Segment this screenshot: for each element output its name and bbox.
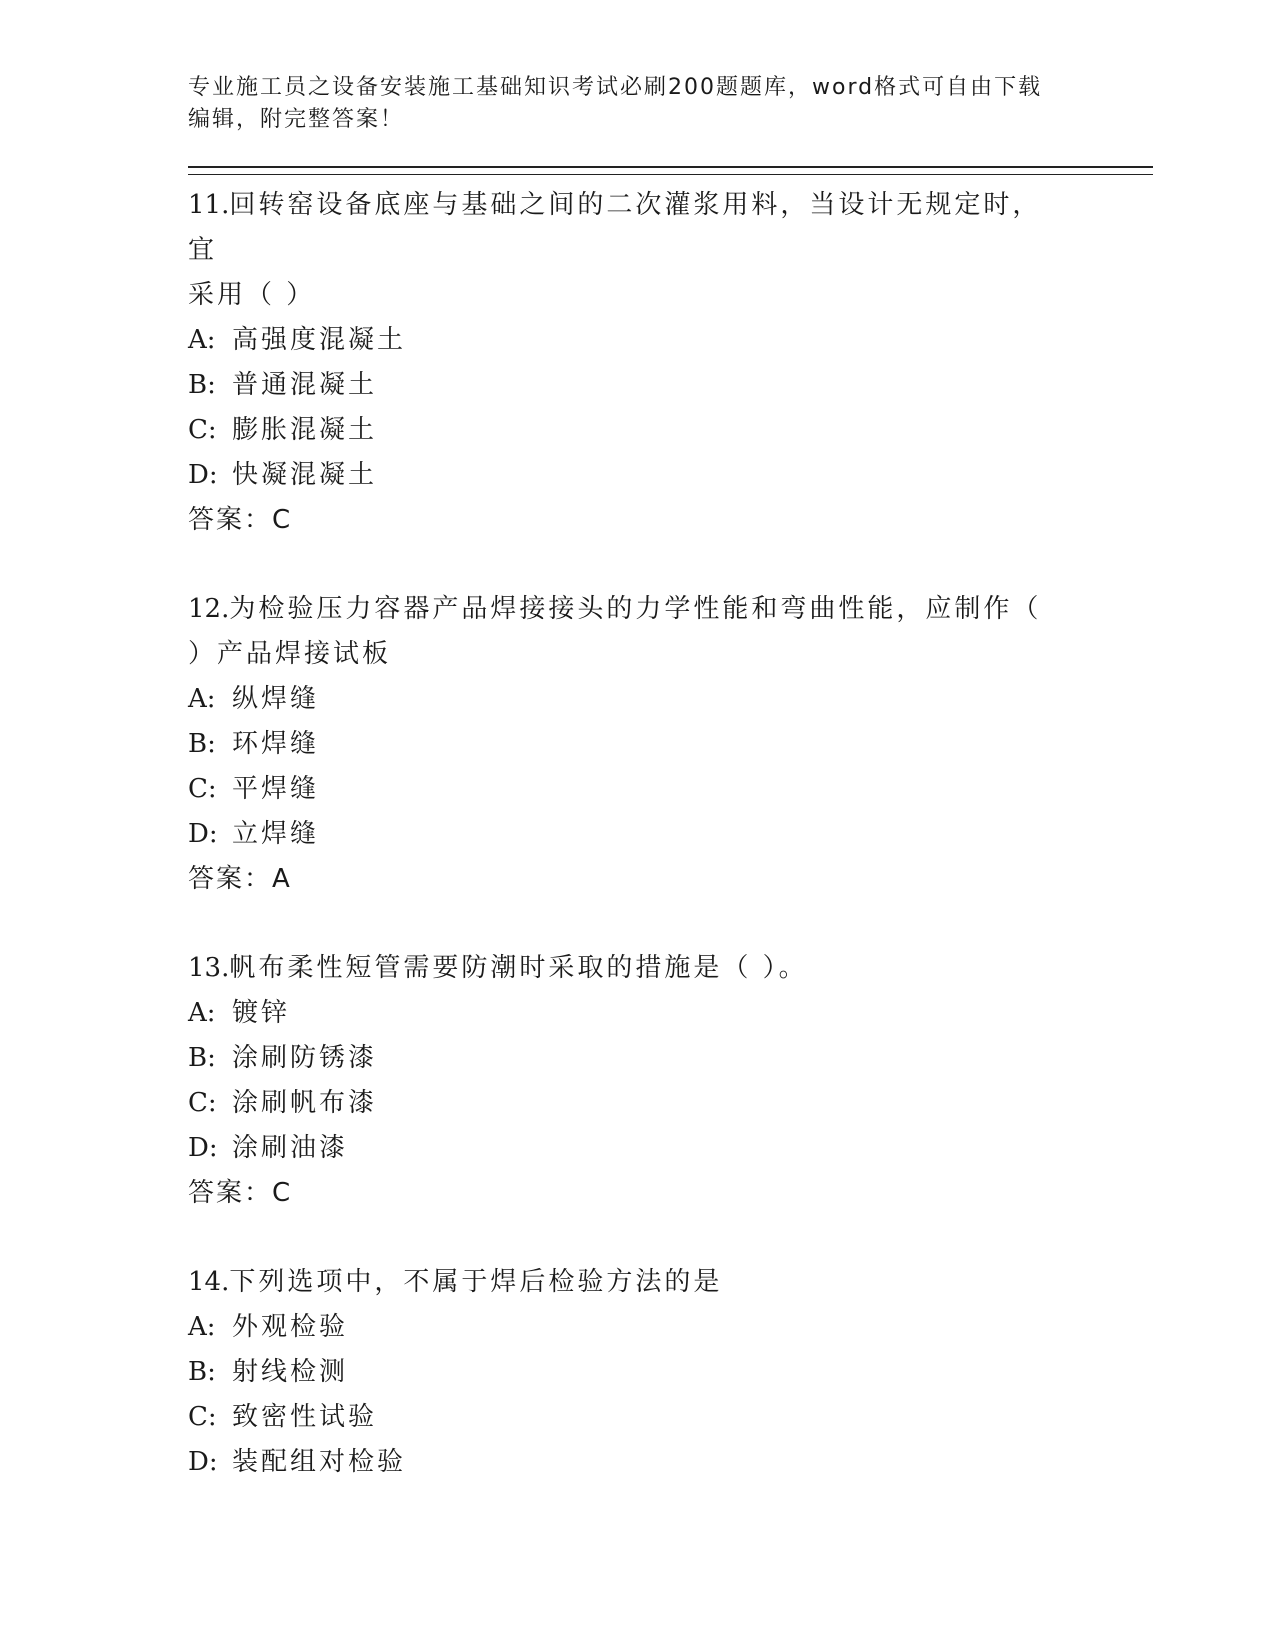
option-letter: D:: [188, 1447, 218, 1477]
option-text: 环焊缝: [232, 729, 320, 759]
option-c: [188, 767, 1148, 812]
question-text-line-1: 回转窑设备底座与基础之间的二次灌浆用料，当设计无规定时，宜: [188, 190, 1042, 265]
option-letter: C:: [188, 774, 217, 804]
header-line-1: 专业施工员之设备安装施工基础知识考试必刷200题题库，word格式可自由下载: [188, 75, 1043, 100]
option-text: 射线检测: [232, 1357, 349, 1387]
option-letter: C:: [188, 1088, 217, 1118]
question-number: 13.: [188, 953, 230, 983]
question-number: 12.: [188, 594, 230, 624]
option-text: 致密性试验: [232, 1402, 378, 1432]
option-b: [188, 1036, 1148, 1081]
question-12: [188, 587, 1148, 902]
question-text-line-1: 为检验压力容器产品焊接接头的力学性能和弯曲性能，应制作（: [229, 594, 1042, 624]
option-d: [188, 1440, 1148, 1485]
option-text: 平焊缝: [232, 774, 320, 804]
option-c: [188, 408, 1148, 453]
question-text-line-1: 下列选项中，不属于焊后检验方法的是: [229, 1267, 723, 1297]
question-text: [188, 946, 1068, 991]
option-text: 高强度混凝土: [232, 325, 407, 355]
option-letter: C:: [188, 415, 217, 445]
option-text: 立焊缝: [232, 819, 320, 849]
option-letter: B:: [188, 370, 216, 400]
question-text-line-2: ）产品焊接试板: [188, 639, 392, 669]
question-14: [188, 1260, 1148, 1485]
option-text: 涂刷防锈漆: [232, 1043, 378, 1073]
option-a: [188, 1305, 1148, 1350]
option-letter: D:: [188, 819, 218, 849]
option-d: [188, 453, 1148, 498]
option-letter: C:: [188, 1402, 217, 1432]
answer: 答案：C: [188, 1178, 293, 1208]
option-a: [188, 677, 1148, 722]
option-a: [188, 991, 1148, 1036]
option-b: [188, 1350, 1148, 1395]
header-line-2: 编辑，附完整答案！: [188, 107, 405, 132]
option-d: [188, 1126, 1148, 1171]
option-letter: B:: [188, 729, 216, 759]
option-text: 镀锌: [232, 998, 291, 1028]
option-text: 装配组对检验: [232, 1447, 407, 1477]
option-letter: A:: [188, 1312, 216, 1342]
option-text: 外观检验: [232, 1312, 349, 1342]
option-text: 普通混凝土: [232, 370, 378, 400]
option-letter: D:: [188, 1133, 218, 1163]
option-text: 涂刷油漆: [232, 1133, 349, 1163]
question-text-line-2: 采用（ ）: [188, 280, 316, 310]
question-text: [188, 1260, 1068, 1305]
question-text: [188, 587, 1068, 677]
question-11: [188, 183, 1148, 543]
option-text: 涂刷帆布漆: [232, 1088, 378, 1118]
option-text: 膨胀混凝土: [232, 415, 378, 445]
option-a: [188, 318, 1148, 363]
answer: 答案：A: [188, 864, 292, 894]
option-letter: A:: [188, 998, 216, 1028]
option-c: [188, 1081, 1148, 1126]
option-letter: A:: [188, 325, 216, 355]
header-divider: [188, 166, 1153, 175]
document-header: [188, 72, 1088, 136]
option-c: [188, 1395, 1148, 1440]
question-text: [188, 183, 1068, 318]
option-text: 纵焊缝: [232, 684, 320, 714]
question-number: 11.: [188, 190, 230, 220]
option-letter: A:: [188, 684, 216, 714]
option-d: [188, 812, 1148, 857]
option-letter: B:: [188, 1043, 216, 1073]
document-page: [188, 72, 1148, 1485]
option-b: [188, 722, 1148, 767]
option-letter: D:: [188, 460, 218, 490]
question-number: 14.: [188, 1267, 230, 1297]
answer: 答案：C: [188, 505, 293, 535]
option-b: [188, 363, 1148, 408]
question-text-line-1: 帆布柔性短管需要防潮时采取的措施是（ ）。: [229, 953, 808, 983]
question-13: [188, 946, 1148, 1216]
option-letter: B:: [188, 1357, 216, 1387]
option-text: 快凝混凝土: [232, 460, 378, 490]
